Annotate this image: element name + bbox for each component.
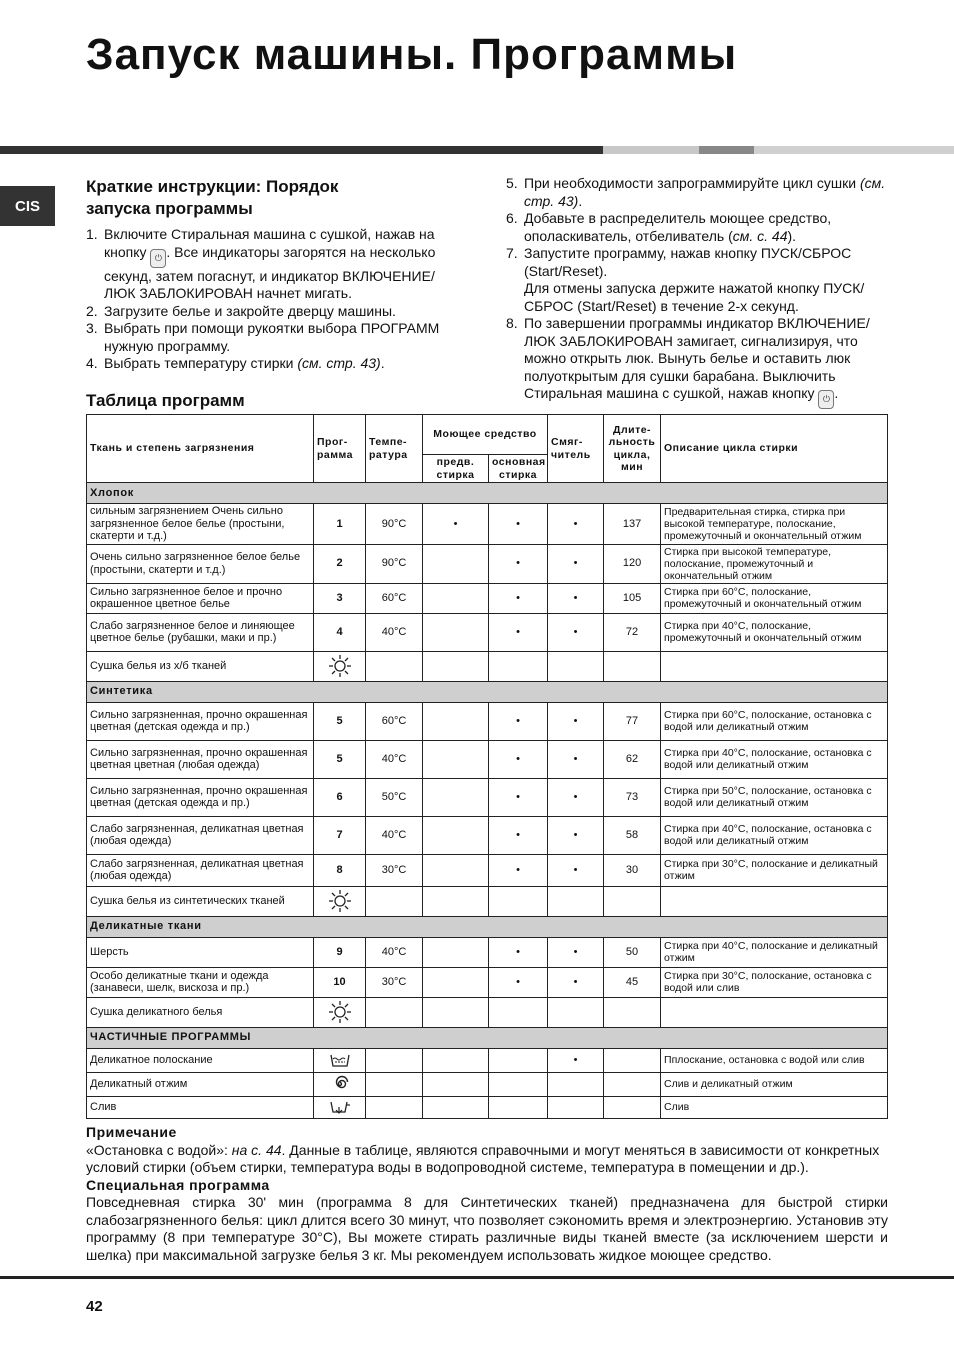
- table-row: Слабо загрязненное белое и линяющее цветное белье (рубашки, маки и пр.) 4 40°C • • 72 Стирка при 40°С, полоскание, промежуточный и окончательный отжим: [87, 613, 888, 651]
- steps-right: [506, 175, 888, 409]
- header-rule: [0, 146, 954, 154]
- header-main-wash: основная стирка: [489, 455, 548, 483]
- special-program-heading: Специальная программа: [86, 1176, 270, 1193]
- sun-drying-icon: [328, 654, 352, 678]
- program-table: [86, 414, 888, 1119]
- footer-rule: [0, 1276, 954, 1279]
- table-row: сильным загрязнением Очень сильно загрязненное белое белье (простыни, скатерти и т.д.) 1 90°C • • • 137 Предварительная стирка, стирка при высокой температуре, полоскание, промежуточный и окончательный отжим: [87, 504, 888, 545]
- table-row: Сушка белья из синтетических тканей: [87, 886, 888, 916]
- table-row: Деликатный отжим Слив и деликатный отжим: [87, 1072, 888, 1096]
- header-duration: Длите-льность цикла, мин: [604, 415, 661, 483]
- power-button-icon: ⏻: [150, 249, 166, 268]
- header-softener: Смяг-читель: [548, 415, 604, 483]
- table-row: Сушка деликатного белья: [87, 997, 888, 1027]
- step-1: 1. Включите Стиральная машина с сушкой, нажав на кнопку ⏻ . Все индикаторы загорятся на несколько секунд, затем погаснут, и индикатор ВКЛЮЧЕНИЕ/ЛЮК ЗАБЛОКИРОВАН начнет мигать.: [86, 226, 436, 301]
- header-temp: Темпе-ратура: [366, 415, 423, 483]
- table-row: Сильно загрязненное белое и прочно окрашенное цветное белье 3 60°C • • 105 Стирка при 60°С, полоскание, промежуточный и окончательный отжим: [87, 583, 888, 613]
- step-4: 4. Выбрать температуру стирки (см. стр. 43).: [86, 355, 385, 371]
- note-heading: Примечание: [86, 1124, 177, 1140]
- section-partial: ЧАСТИЧНЫЕ ПРОГРАММЫ: [87, 1027, 888, 1048]
- page-title: Запуск машины. Программы: [86, 30, 738, 79]
- table-row: Деликатное полоскание • Пплоскание, остановка с водой или слив: [87, 1048, 888, 1072]
- section-cotton: Хлопок: [87, 483, 888, 504]
- sun-drying-icon: [328, 889, 352, 913]
- step-3: 3. Выбрать при помощи рукоятки выбора ПРОГРАММ нужную программу.: [86, 320, 440, 354]
- sun-drying-icon: [328, 1000, 352, 1024]
- power-button-icon: ⏻: [818, 390, 834, 409]
- program-table-heading: Таблица программ: [86, 391, 245, 410]
- header-description: Описание цикла стирки: [661, 415, 888, 483]
- table-row: Очень сильно загрязненное белое белье (простыни, скатерти и т.д.) 2 90°C • • 120 Стирка при высокой температуре, полоскание, промежуточный и окончательный отжим: [87, 544, 888, 583]
- drain-icon: [329, 1099, 351, 1115]
- table-row: Сильно загрязненная, прочно окрашенная цветная цветная (любая одежда) 5 40°C • • 62 Стирка при 40°С, полоскание, остановка с водой или деликатный отжим: [87, 740, 888, 778]
- table-row: Слив Слив: [87, 1096, 888, 1118]
- table-row: Слабо загрязненная, деликатная цветная (любая одежда) 7 40°C • • 58 Стирка при 40°С, полоскание, остановка с водой или деликатный отжим: [87, 816, 888, 854]
- header-prewash: предв. стирка: [423, 455, 489, 483]
- note-block: [86, 1124, 888, 1264]
- step-8: 8. По завершении программы индикатор ВКЛЮЧЕНИЕ/ЛЮК ЗАБЛОКИРОВАН замигает, сигнализируя, что можно открыть люк. Вынуть белье и оставить люк полуоткрытым для сушки барабана. Выключить Стиральная машина с сушкой, нажав кнопку ⏻ .: [506, 315, 888, 409]
- table-row: Сильно загрязненная, прочно окрашенная цветная (детская одежда и пр.) 5 60°C • • 77 Стирка при 60°С, полоскание, остановка с водой или деликатный отжим: [87, 702, 888, 740]
- note-text: «Остановка с водой»: на с. 44. Данные в таблице, являются справочными и могут меняться в зависимости от конкретных условий стирки (объем стирки, температура воды в водопроводной системе, температура в помещении и др.).: [86, 1141, 880, 1175]
- table-row: Особо деликатные ткани и одежда (занавеси, шелк, вискоза и пр.) 10 30°C • • 45 Стирка при 30°С, полоскание, остановка с водой или слив: [87, 967, 888, 997]
- spin-icon: [331, 1075, 349, 1093]
- table-row: Сильно загрязненная, прочно окрашенная цветная (детская одежда и пр.) 6 50°C • • 73 Стирка при 50°С, полоскание, остановка с водой или деликатный отжим: [87, 778, 888, 816]
- header-program: Прог-рамма: [314, 415, 366, 483]
- step-7: 7. Запустите программу, нажав кнопку ПУСК/СБРОС (Start/Reset). Для отмены запуска держите нажатой кнопку ПУСК/СБРОС (Start/Reset) в течение 2-х секунд.: [506, 245, 865, 314]
- quick-instructions-heading: Краткие инструкции: Порядок запуска программы: [86, 177, 339, 218]
- section-delicate: Деликатные ткани: [87, 916, 888, 937]
- page-number: 42: [86, 1298, 103, 1315]
- table-row: Шерсть 9 40°C • • 50 Стирка при 40°С, полоскание и деликатный отжим: [87, 937, 888, 967]
- step-6: 6. Добавьте в распределитель моющее средство, ополаскиватель, отбеливатель (см. с. 44).: [506, 210, 832, 244]
- special-program-text: Повседневная стирка 30' мин (программа 8 для Синтетических тканей) предназначена для быстрой стирки слабозагрязненного белья: цикл длится всего 30 минут, что позволяет сэкономить время и электроэнергию. Установив эту программу (8 при температуре 30°C), Вы можете стирать различные виды тканей вместе (за исключением шерсти и шелка) при максимальной загрузке белья 3 кг. Мы рекомендуем использовать жидкое моющее средство.: [86, 1194, 888, 1263]
- section-synthetic: Синтетика: [87, 681, 888, 702]
- header-fabric: Ткань и степень загрязнения: [87, 415, 314, 483]
- step-5: 5. При необходимости запрограммируйте цикл сушки (см. стр. 43).: [506, 175, 886, 209]
- table-row: Слабо загрязненная, деликатная цветная (любая одежда) 8 30°C • • 30 Стирка при 30°С, полоскание и деликатный отжим: [87, 854, 888, 886]
- header-detergent: Моющее средство: [423, 415, 548, 455]
- language-tab: CIS: [0, 186, 55, 226]
- step-2: 2. Загрузите белье и закройте дверцу машины.: [86, 302, 396, 319]
- table-row: Сушка белья из х/б тканей: [87, 651, 888, 681]
- steps-left: [86, 226, 446, 373]
- rinse-icon: [329, 1052, 351, 1068]
